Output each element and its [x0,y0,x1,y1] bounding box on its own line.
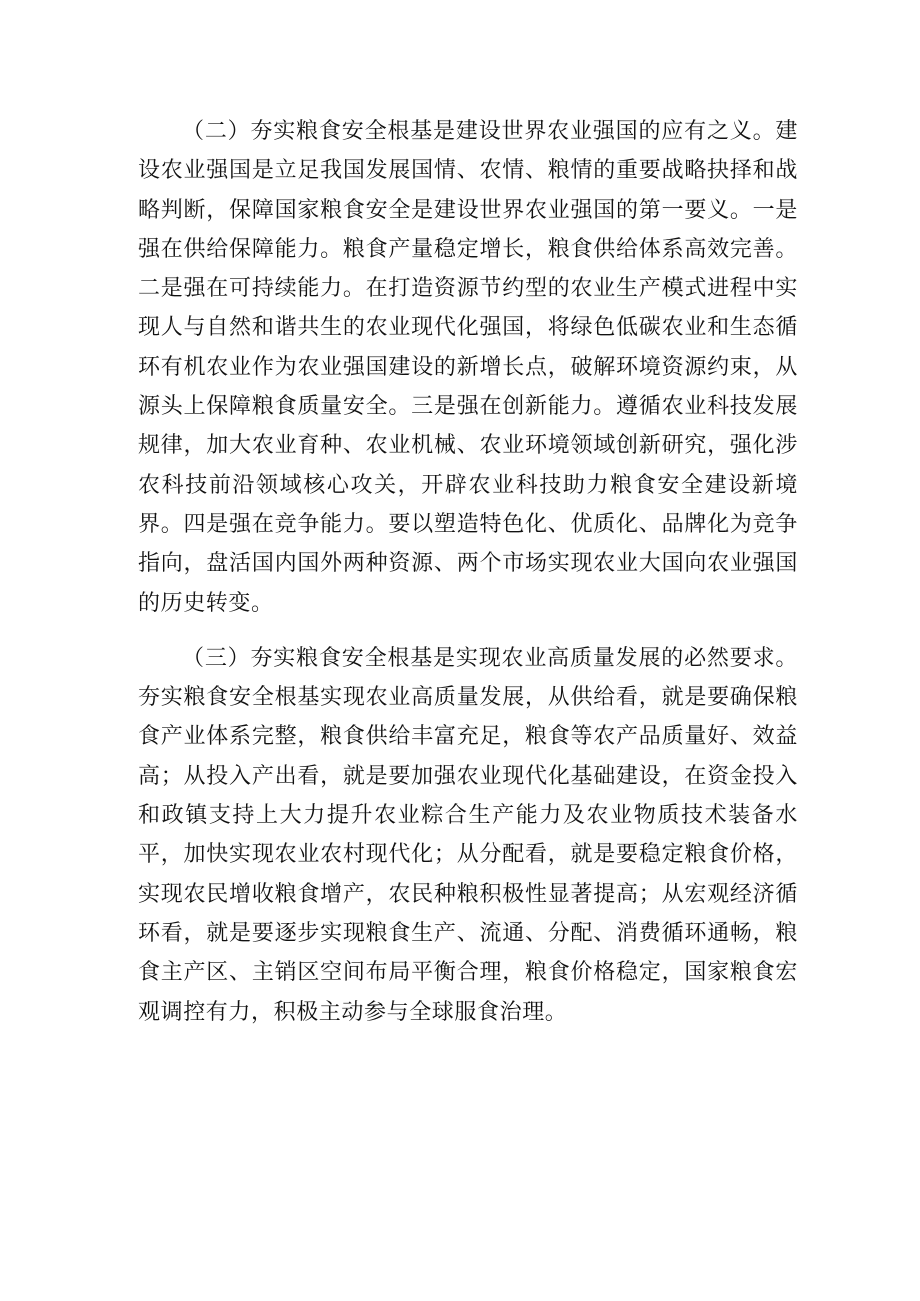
paragraph-section-3: （三）夯实粮食安全根基是实现农业高质量发展的必然要求。夯实粮食安全根基实现农业高质量发展，从供给看，就是要确保粮食产业体系完整，粮食供给丰富充足，粮食等农产品质量好、效益高；从投入产出看，就是要加强农业现代化基础建设，在资金投入和政镇支持上大力提升农业粽合生产能力及农业物质技术装备水平，加快实现农业农村现代化；从分配看，就是要稳定粮食价格，实现农民增收粮食增产，农民种粮积极性显著提高；从宏观经济循环看，就是要逐步实现粮食生产、流通、分配、消费循环通畅，粮食主产区、主销区空间布局平衡合理，粮食价格稳定，国家粮食宏观调控有力，积极主动参与全球服食治理。 [138,645,798,1025]
paragraph-section-2: （二）夯实粮食安全根基是建设世界农业强国的应有之义。建设农业强国是立足我国发展国情、农情、粮情的重要战略抉择和战略判断，保障国家粮食安全是建设世界农业强国的第一要义。一是强在供给保障能力。粮食产量稳定增长，粮食供给体系高效完善。二是强在可持续能力。在打造资源节约型的农业生产模式进程中实现人与自然和谐共生的农业现代化强国，将绿色低碳农业和生态循环有机农业作为农业强国建设的新增长点，破解环境资源约束，从源头上保障粮食质量安全。三是强在创新能力。遵循农业科技发展规律，加大农业育种、农业机械、农业环境领域创新研究，强化涉农科技前沿领域核心攻关，开辟农业科技助力粮食安全建设新境界。四是强在竞争能力。要以塑造特色化、优质化、品牌化为竞争指向，盘活国内国外两种资源、两个市场实现农业大国向农业强国的历史转变。 [138,119,798,616]
document-body [138,112,798,1032]
